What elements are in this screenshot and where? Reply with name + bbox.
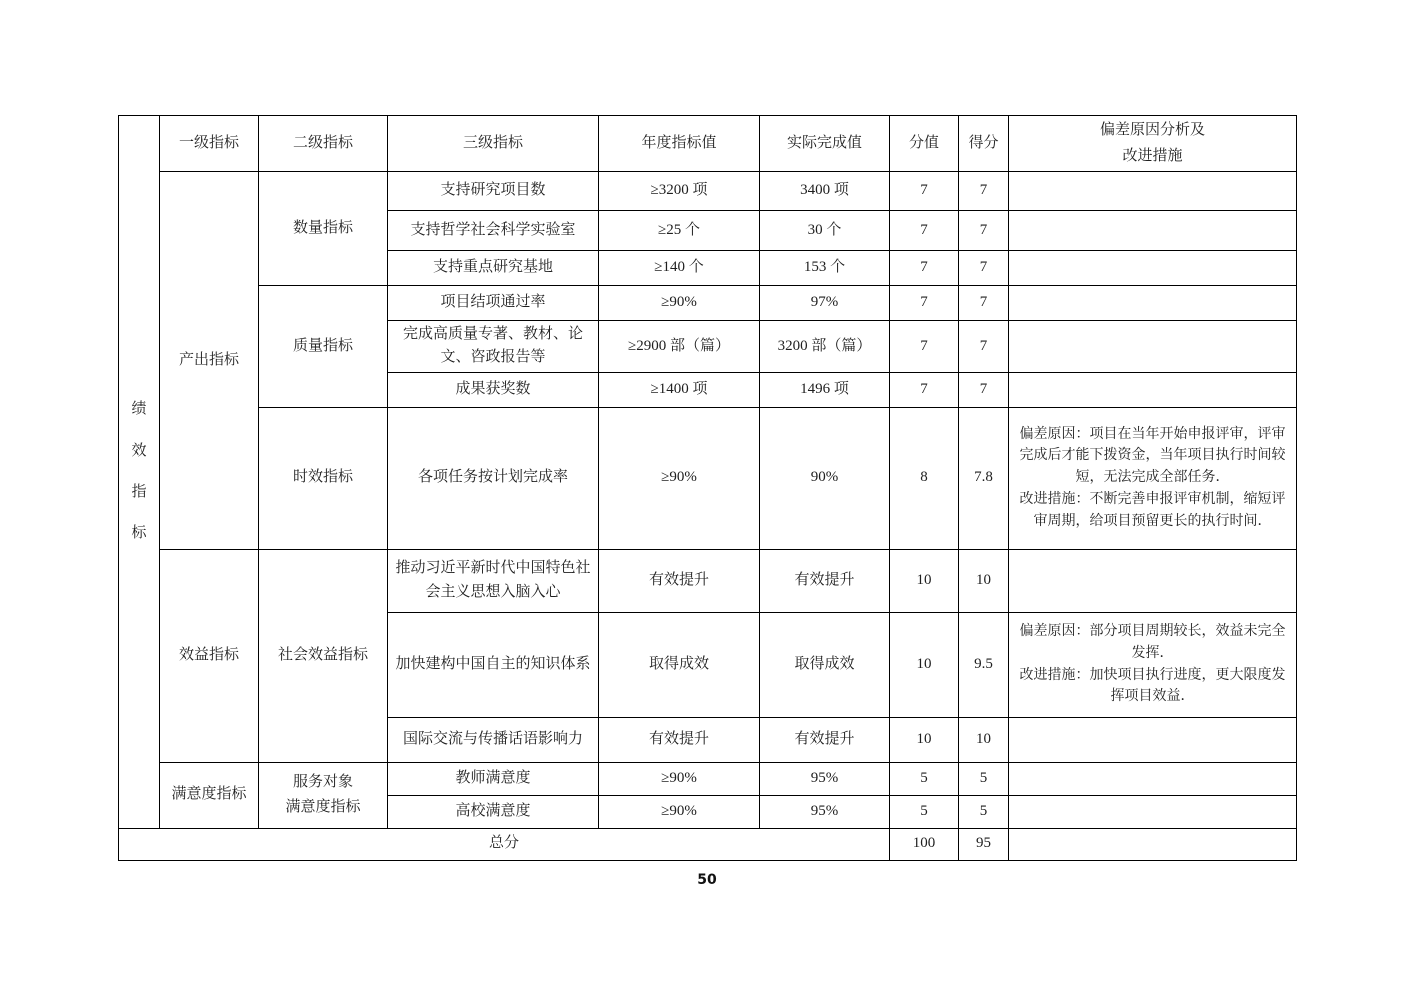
total-score: 100 (890, 828, 959, 860)
group-service-target-satisfaction (259, 762, 388, 828)
remark-cell-empty (1009, 321, 1297, 373)
remark-cell (1009, 612, 1297, 717)
table-row (119, 286, 1297, 321)
header-deviation-line2: 改进措施 (1122, 147, 1183, 164)
remark-cell-empty (1009, 549, 1297, 612)
remark-cell-empty (1009, 795, 1297, 828)
indicator-name: 支持哲学社会科学实验室 (388, 211, 599, 251)
remark-cell-empty (1009, 251, 1297, 286)
group-timeliness-indicators: 时效指标 (259, 407, 388, 549)
table-row (119, 172, 1297, 211)
obtained-value: 7 (959, 172, 1009, 211)
target-value: ≥2900 部（篇） (599, 321, 760, 373)
score-value: 7 (890, 251, 959, 286)
total-obtained: 95 (959, 828, 1009, 860)
obtained-value: 7 (959, 321, 1009, 373)
indicator-name: 完成高质量专著、教材、论文、咨政报告等 (388, 321, 599, 373)
indicator-name: 成果获奖数 (388, 372, 599, 407)
target-value: ≥90% (599, 286, 760, 321)
score-value: 8 (890, 407, 959, 549)
obtained-value: 10 (959, 717, 1009, 762)
indicator-name: 推动习近平新时代中国特色社会主义思想入脑入心 (388, 549, 599, 612)
actual-value: 有效提升 (760, 549, 890, 612)
header-score: 分值 (890, 116, 959, 172)
obtained-value: 7 (959, 251, 1009, 286)
obtained-value: 9.5 (959, 612, 1009, 717)
remark-cell-empty (1009, 211, 1297, 251)
side-label-cell (119, 116, 160, 829)
indicator-name: 各项任务按计划完成率 (388, 407, 599, 549)
remark-cell-empty (1009, 828, 1297, 860)
score-value: 10 (890, 717, 959, 762)
header-annual-target: 年度指标值 (599, 116, 760, 172)
actual-value: 95% (760, 762, 890, 795)
table-row (119, 549, 1297, 612)
score-value: 7 (890, 372, 959, 407)
obtained-value: 7 (959, 211, 1009, 251)
remark-cell-empty (1009, 172, 1297, 211)
target-value: ≥1400 项 (599, 372, 760, 407)
actual-value: 有效提升 (760, 717, 890, 762)
indicator-name: 高校满意度 (388, 795, 599, 828)
target-value: ≥140 个 (599, 251, 760, 286)
header-deviation (1009, 116, 1297, 172)
header-actual-value: 实际完成值 (760, 116, 890, 172)
score-value: 7 (890, 321, 959, 373)
service-label-line1: 服务对象 (292, 773, 353, 790)
remark-measure: 改进措施：不断完善申报评审机制，缩短评审周期，给项目预留更长的执行时间． (1019, 491, 1286, 529)
actual-value: 30 个 (760, 211, 890, 251)
score-value: 10 (890, 612, 959, 717)
target-value: 有效提升 (599, 549, 760, 612)
obtained-value: 5 (959, 795, 1009, 828)
actual-value: 90% (760, 407, 890, 549)
indicator-name: 支持研究项目数 (388, 172, 599, 211)
actual-value: 取得成效 (760, 612, 890, 717)
remark-cell-empty (1009, 286, 1297, 321)
performance-indicator-table (118, 115, 1297, 861)
actual-value: 1496 项 (760, 372, 890, 407)
group-quality-indicators: 质量指标 (259, 286, 388, 408)
score-value: 5 (890, 795, 959, 828)
table-row (119, 762, 1297, 795)
obtained-value: 7.8 (959, 407, 1009, 549)
remark-reason: 偏差原因：部分项目周期较长，效益未完全发挥． (1019, 624, 1286, 661)
table-header-row (119, 116, 1297, 172)
remark-measure: 改进措施：加快项目执行进度，更大限度发挥项目效益． (1019, 667, 1286, 705)
group-social-benefit-indicators: 社会效益指标 (259, 549, 388, 762)
indicator-name: 项目结项通过率 (388, 286, 599, 321)
target-value: ≥90% (599, 795, 760, 828)
header-level1: 一级指标 (160, 116, 259, 172)
total-label: 总分 (119, 828, 890, 860)
remark-cell-empty (1009, 717, 1297, 762)
target-value: ≥90% (599, 762, 760, 795)
table-row (119, 407, 1297, 549)
header-level2: 二级指标 (259, 116, 388, 172)
score-value: 5 (890, 762, 959, 795)
remark-cell-empty (1009, 762, 1297, 795)
obtained-value: 7 (959, 372, 1009, 407)
remark-reason: 偏差原因：项目在当年开始申报评审，评审完成后才能下拨资金，当年项目执行时间较短，无法完成全部任务． (1019, 426, 1286, 486)
actual-value: 153 个 (760, 251, 890, 286)
target-value: 取得成效 (599, 612, 760, 717)
target-value: ≥3200 项 (599, 172, 760, 211)
indicator-name: 教师满意度 (388, 762, 599, 795)
score-value: 10 (890, 549, 959, 612)
total-row (119, 828, 1297, 860)
actual-value: 3200 部（篇） (760, 321, 890, 373)
header-deviation-line1: 偏差原因分析及 (1099, 122, 1205, 138)
side-label-performance-indicators: 绩效指标 (131, 401, 147, 541)
obtained-value: 7 (959, 286, 1009, 321)
remark-cell (1009, 407, 1297, 549)
group-quantity-indicators: 数量指标 (259, 172, 388, 286)
indicator-name: 加快建构中国自主的知识体系 (388, 612, 599, 717)
group-satisfaction-indicators: 满意度指标 (160, 762, 259, 828)
score-value: 7 (890, 286, 959, 321)
page-number: 50 (697, 872, 717, 888)
score-value: 7 (890, 172, 959, 211)
actual-value: 95% (760, 795, 890, 828)
score-value: 7 (890, 211, 959, 251)
remark-cell-empty (1009, 372, 1297, 407)
header-obtained: 得分 (959, 116, 1009, 172)
obtained-value: 5 (959, 762, 1009, 795)
service-label-line2: 满意度指标 (285, 799, 361, 815)
indicator-name: 国际交流与传播话语影响力 (388, 717, 599, 762)
target-value: ≥90% (599, 407, 760, 549)
target-value: 有效提升 (599, 717, 760, 762)
target-value: ≥25 个 (599, 211, 760, 251)
obtained-value: 10 (959, 549, 1009, 612)
actual-value: 97% (760, 286, 890, 321)
group-output-indicators: 产出指标 (160, 172, 259, 550)
header-level3: 三级指标 (388, 116, 599, 172)
indicator-name: 支持重点研究基地 (388, 251, 599, 286)
group-benefit-indicators: 效益指标 (160, 549, 259, 762)
actual-value: 3400 项 (760, 172, 890, 211)
